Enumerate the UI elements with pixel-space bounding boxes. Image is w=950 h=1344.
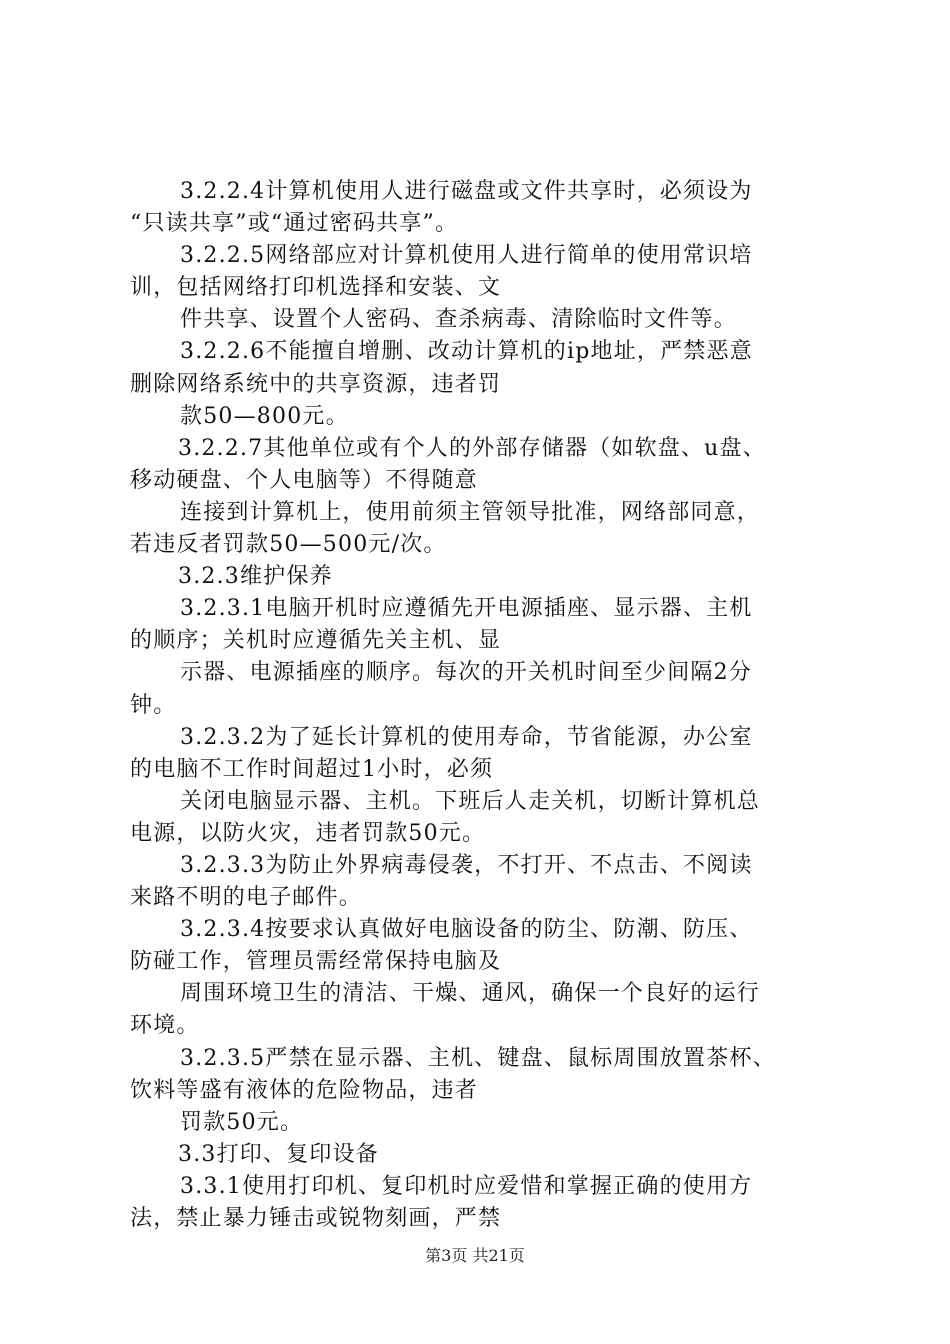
document-line: “只读共享”或“通过密码共享”。 — [130, 211, 459, 237]
document-line: 罚款50元。 — [180, 1109, 304, 1135]
document-line: 连接到计算机上，使用前须主管领导批准，网络部同意， — [180, 499, 761, 525]
document-line: 3.2.3维护保养 — [178, 564, 333, 590]
document-line: 的电脑不工作时间超过1小时，必须 — [130, 756, 494, 782]
document-line: 3.2.2.6不能擅自增删、改动计算机的ip地址，严禁恶意 — [180, 339, 753, 365]
document-line: 防碰工作，管理员需经常保持电脑及 — [130, 949, 502, 975]
document-line: 3.3.1使用打印机、复印机时应爱惜和掌握正确的使用方 — [180, 1173, 753, 1199]
document-line: 3.2.2.5网络部应对计算机使用人进行简单的使用常识培 — [180, 243, 753, 269]
document-line: 3.3打印、复印设备 — [178, 1141, 379, 1167]
document-line: 3.2.3.5严禁在显示器、主机、键盘、鼠标周围放置茶杯、 — [180, 1045, 776, 1071]
document-line: 训，包括网络打印机选择和安装、文 — [130, 275, 502, 301]
document-line: 示器、电源插座的顺序。每次的开关机时间至少间隔2分 — [180, 660, 752, 686]
document-line: 的顺序；关机时应遵循先关主机、显 — [130, 628, 502, 654]
document-line: 删除网络系统中的共享资源，违者罚 — [130, 371, 502, 397]
document-line: 钟。 — [130, 692, 177, 718]
document-line: 款50—800元。 — [180, 403, 349, 429]
document-line: 来路不明的电子邮件。 — [130, 885, 363, 911]
page-footer: 第3页 共21页 — [425, 1246, 525, 1265]
document-line: 3.2.2.7其他单位或有个人的外部存储器（如软盘、u盘、 — [178, 435, 766, 461]
document-line: 3.2.3.3为防止外界病毒侵袭，不打开、不点击、不阅读 — [180, 852, 753, 878]
document-line: 若违反者罚款50—500元/次。 — [130, 532, 447, 558]
document-body — [130, 176, 835, 1235]
document-line: 3.2.2.4计算机使用人进行磁盘或文件共享时，必须设为 — [180, 179, 753, 204]
document-line: 关闭电脑显示器、主机。下班后人走关机，切断计算机总 — [180, 788, 761, 814]
document-line: 3.2.3.4按要求认真做好电脑设备的防尘、防潮、防压、 — [180, 917, 753, 943]
document-line: 移动硬盘、个人电脑等）不得随意 — [130, 467, 479, 493]
document-line: 3.2.3.1电脑开机时应遵循先开电源插座、显示器、主机 — [180, 596, 753, 622]
document-line: 件共享、设置个人密码、查杀病毒、清除临时文件等。 — [180, 307, 737, 333]
document-line: 饮料等盛有液体的危险物品，违者 — [130, 1077, 479, 1103]
document-line: 电源，以防火灾，违者罚款50元。 — [130, 820, 486, 846]
document-line: 周围环境卫生的清洁、干燥、通风，确保一个良好的运行 — [180, 981, 761, 1007]
document-line: 3.2.3.2为了延长计算机的使用寿命，节省能源，办公室 — [180, 724, 753, 750]
document-line: 环境。 — [130, 1013, 200, 1039]
document-line: 法，禁止暴力锤击或锐物刻画，严禁 — [130, 1206, 502, 1231]
